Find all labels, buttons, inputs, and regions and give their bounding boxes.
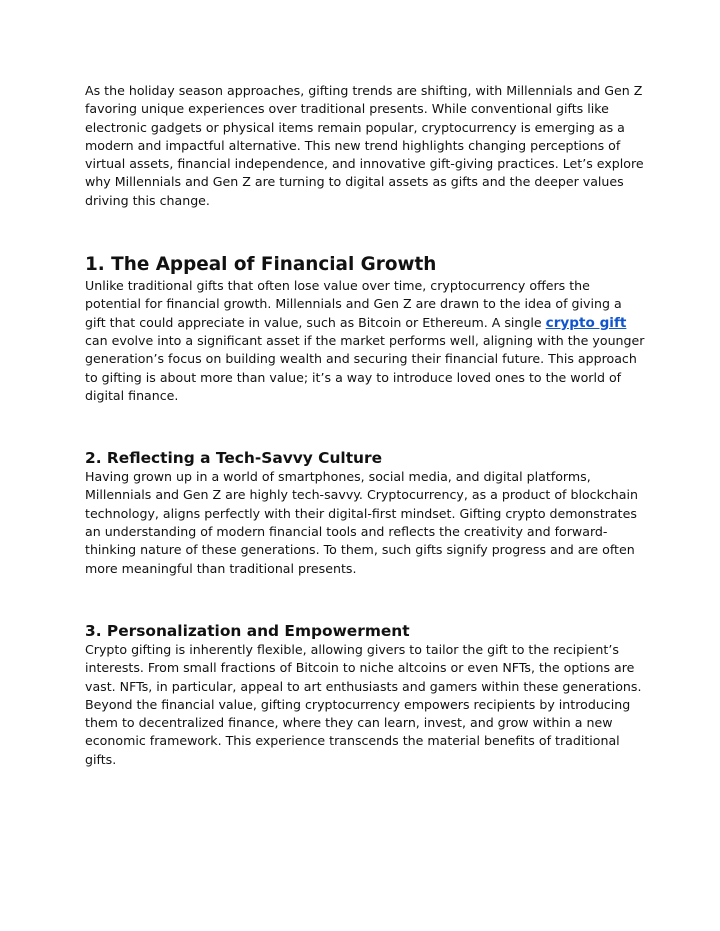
intro-paragraph: As the holiday season approaches, gifting trends are shifting, with Millennials and Gen Z favoring unique experiences over traditional presents. While conventional gifts like electronic gadgets or physical items remain popular, cryptocurrency is emerging as a modern and impactful alternative. This new trend highlights changing perceptions of virtual assets, financial independence, and innovative gift-giving practices. Let’s explore why Millennials and Gen Z are turning to digital assets as gifts and the deeper values driving this change.: [85, 83, 644, 208]
section-1-text-after-link: can evolve into a significant asset if the market performs well, aligning with the younger generation’s focus on building wealth and securing their financial future. This approach to gifting is about more than value; it’s a way to introduce loved ones to the world of digital finance.: [85, 332, 645, 403]
section-2-paragraph: Having grown up in a world of smartphones, social media, and digital platforms, Millennials and Gen Z are highly tech-savvy. Cryptocurrency, as a product of blockchain technology, aligns perfectly with their digital-first mindset. Gifting crypto demonstrates an understanding of modern financial tools and reflects the creativity and forward-thinking nature of these generations. To them, such gifts signify progress and are often more meaningful than traditional presents.: [85, 469, 638, 576]
crypto-gift-link[interactable]: crypto gift: [545, 314, 627, 331]
section-3-paragraph: Crypto gifting is inherently flexible, allowing givers to tailor the gift to the recipient’s interests. From small fractions of Bitcoin to niche altcoins or even NFTs, the options are vast. NFTs, in particular, appeal to art enthusiasts and gamers within these generations. Beyond the financial value, gifting cryptocurrency empowers recipients by introducing them to decentralized finance, where they can learn, invest, and grow within a new economic framework. This experience transcends the material benefits of traditional gifts.: [85, 641, 642, 767]
section-1-paragraph: [85, 277, 645, 405]
section-1-heading: 1. The Appeal of Financial Growth: [85, 254, 437, 276]
section-3-heading: 3. Personalization and Empowerment: [85, 621, 410, 640]
document-content: [85, 82, 645, 769]
section-2-heading: 2. Reflecting a Tech-Savvy Culture: [85, 449, 383, 468]
section-1-text-before-link: Unlike traditional gifts that often lose value over time, cryptocurrency offers the potential for financial growth. Millennials and Gen Z are drawn to the idea of giving a gift that could appreciate in value, such as Bitcoin or Ethereum. A single: [85, 278, 622, 330]
